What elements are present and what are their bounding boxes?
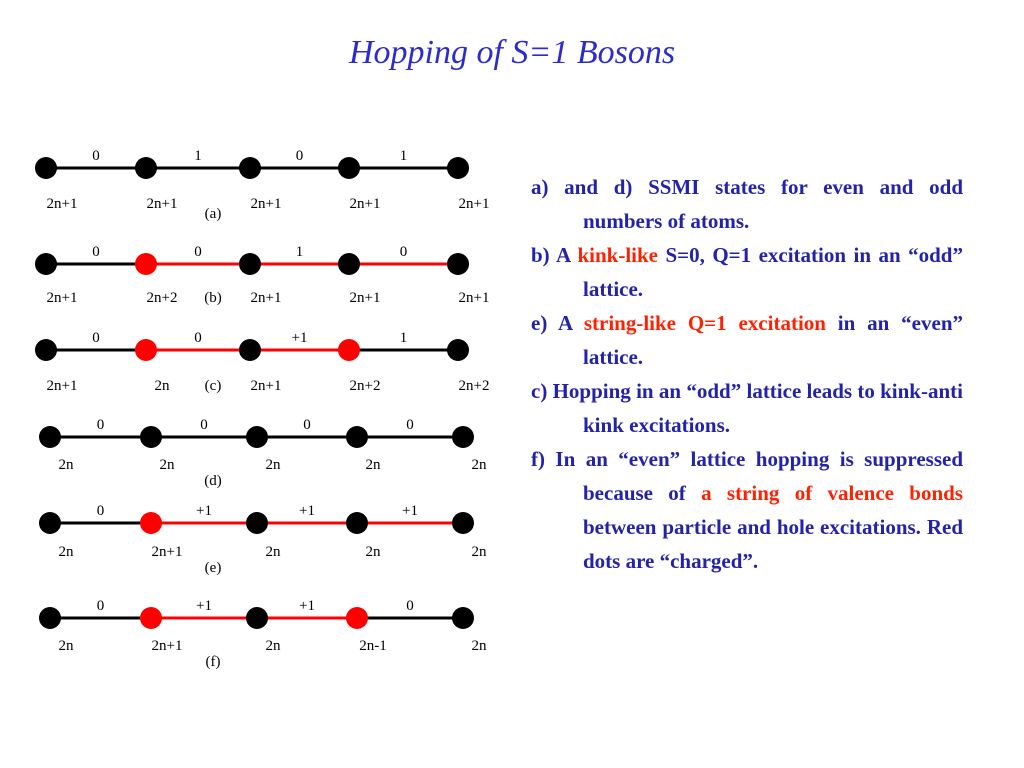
charged-site: [135, 339, 157, 361]
bond-label: 1: [194, 148, 202, 164]
highlighted-phrase: a string of valence bonds: [701, 481, 963, 505]
site-occupation-label: 2n: [265, 457, 281, 473]
explanation-phrase: S=0, Q=1 excitation in an “odd” lattice.: [583, 243, 963, 301]
site: [39, 512, 61, 534]
site: [338, 253, 360, 275]
highlighted-phrase: kink-like: [577, 243, 658, 267]
bond-label: 0: [96, 598, 105, 614]
row-label: (d): [204, 473, 222, 489]
bond-label: 0: [200, 417, 208, 433]
row-label: (a): [204, 206, 222, 222]
explanation-phrase: between particle and hole excitations. Red dots are “charged”.: [583, 515, 963, 573]
bond-label: 1: [295, 244, 304, 260]
row-label: (b): [204, 290, 222, 306]
site: [39, 607, 61, 629]
explanation-phrase: c) Hopping in an “odd” lattice leads to kink-anti kink excitations.: [531, 379, 963, 437]
lattice-diagram: [0, 0, 520, 700]
site-occupation-label: 2n+1: [458, 196, 490, 212]
site-occupation-label: 2n: [471, 638, 487, 654]
explanation-item: [531, 442, 963, 578]
site-occupation-label: 2n: [265, 544, 281, 560]
site-occupation-label: 2n+1: [250, 378, 282, 394]
bond-label: +1: [402, 503, 418, 519]
bond-label: +1: [196, 598, 212, 614]
site-occupation-label: 2n: [471, 544, 487, 560]
row-label: (f): [205, 654, 221, 670]
bond-label: +1: [299, 598, 315, 614]
highlighted-phrase: string-like Q=1 excitation: [583, 311, 826, 335]
site: [452, 426, 474, 448]
site-occupation-label: 2n+2: [349, 378, 381, 394]
site-occupation-label: 2n+1: [146, 196, 178, 212]
lattice-row: [35, 244, 489, 306]
site: [452, 512, 474, 534]
site: [452, 607, 474, 629]
charged-site: [338, 339, 360, 361]
site-occupation-label: 2n: [58, 457, 74, 473]
site-occupation-label: 2n: [154, 378, 170, 394]
explanation-phrase: f) In an “even” lattice hopping is suppressed because of: [531, 447, 963, 505]
row-label: (e): [204, 560, 222, 576]
site-occupation-label: 2n+2: [146, 290, 178, 306]
site-occupation-label: 2n+1: [151, 544, 183, 560]
site-occupation-label: 2n: [365, 544, 381, 560]
explanation-item: [531, 306, 963, 374]
site: [35, 253, 57, 275]
site-occupation-label: 2n+1: [250, 290, 282, 306]
bond-label: 0: [194, 330, 202, 346]
site: [447, 253, 469, 275]
site-occupation-label: 2n+2: [458, 378, 490, 394]
lattice-row: [39, 598, 487, 670]
charged-site: [346, 607, 368, 629]
site-occupation-label: 2n: [159, 457, 175, 473]
bond-label: 1: [399, 330, 408, 346]
bond-label: +1: [299, 503, 315, 519]
site-occupation-label: 2n+1: [46, 378, 78, 394]
bond-label: 0: [406, 598, 414, 614]
bond-label: 0: [194, 244, 202, 260]
bond-label: 0: [406, 417, 414, 433]
site-occupation-label: 2n+1: [250, 196, 282, 212]
site: [447, 157, 469, 179]
explanation-item: [531, 238, 963, 306]
site: [246, 512, 268, 534]
site: [39, 426, 61, 448]
site: [35, 339, 57, 361]
site-occupation-label: 2n: [265, 638, 281, 654]
site: [447, 339, 469, 361]
explanation-phrase: b) A: [531, 243, 578, 267]
site: [239, 339, 261, 361]
site: [135, 157, 157, 179]
lattice-row: [35, 148, 489, 222]
explanation-phrase: in an “even” lattice.: [583, 311, 963, 369]
site-occupation-label: 2n+1: [458, 290, 490, 306]
lattice-row: [39, 503, 487, 576]
bond-label: +1: [196, 503, 212, 519]
explanation-phrase: e) A: [531, 311, 584, 335]
site: [338, 157, 360, 179]
site-occupation-label: 2n+1: [151, 638, 183, 654]
bond-label: 0: [399, 244, 408, 260]
bond-label: 0: [92, 244, 100, 260]
charged-site: [140, 512, 162, 534]
site: [246, 607, 268, 629]
explanation-item: [531, 374, 963, 442]
bond-label: 0: [92, 148, 100, 164]
lattice-row: [35, 330, 489, 394]
site: [246, 426, 268, 448]
site-occupation-label: 2n+1: [46, 290, 78, 306]
bond-label: 0: [96, 503, 105, 519]
site-occupation-label: 2n: [58, 638, 74, 654]
bond-label: 1: [399, 148, 408, 164]
site: [35, 157, 57, 179]
explanation-phrase: a) and d) SSMI states for even and odd numbers of atoms.: [531, 175, 963, 233]
explanation-text: [531, 170, 963, 578]
site: [346, 512, 368, 534]
bond-label: +1: [291, 330, 308, 346]
site-occupation-label: 2n: [58, 544, 74, 560]
row-label: (c): [204, 378, 222, 394]
site-occupation-label: 2n: [471, 457, 487, 473]
bond-label: 0: [303, 417, 311, 433]
charged-site: [135, 253, 157, 275]
lattice-row: [39, 417, 487, 489]
site-occupation-label: 2n+1: [349, 196, 381, 212]
site-occupation-label: 2n+1: [349, 290, 381, 306]
site-occupation-label: 2n-1: [359, 638, 387, 654]
site-occupation-label: 2n: [365, 457, 381, 473]
charged-site: [140, 607, 162, 629]
site: [346, 426, 368, 448]
bond-label: 0: [92, 330, 100, 346]
site: [239, 157, 261, 179]
bond-label: 0: [295, 148, 304, 164]
site-occupation-label: 2n+1: [46, 196, 78, 212]
site: [140, 426, 162, 448]
bond-label: 0: [96, 417, 105, 433]
explanation-item: [531, 170, 963, 238]
slide-title: Hopping of S=1 Bosons: [348, 34, 676, 71]
site: [239, 253, 261, 275]
